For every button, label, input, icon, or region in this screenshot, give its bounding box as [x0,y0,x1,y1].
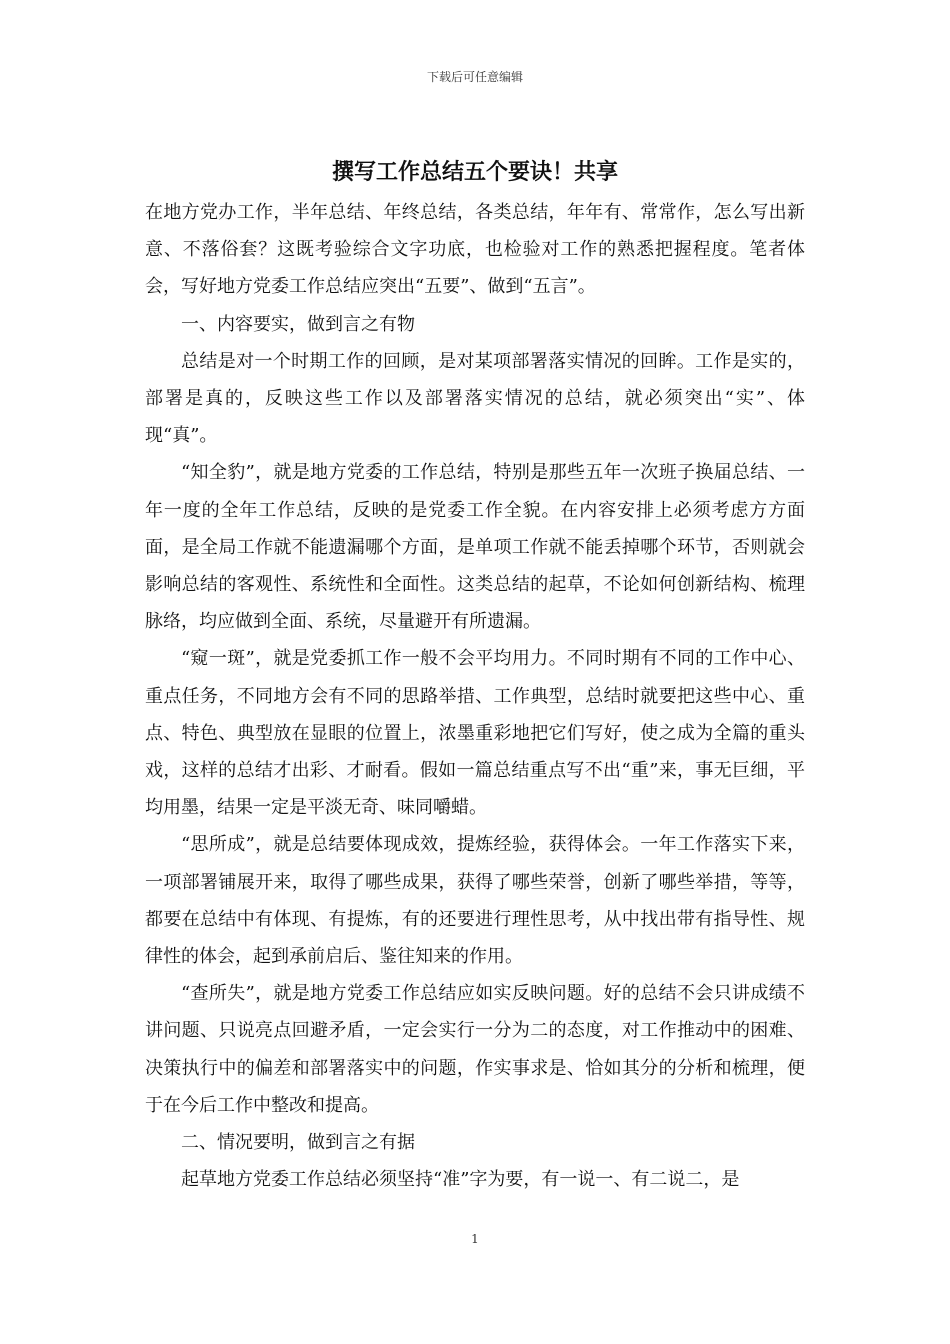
paragraph: 总结是对一个时期工作的回顾，是对某项部署落实情况的回眸。工作是实的，部署是真的，反映这些工作以及部署落实情况的总结，就必须突出“实”、体现“真”。 [145,350,805,447]
page-header: 下载后可任意编辑 [426,70,523,84]
paragraph: “查所失”，就是地方党委工作总结应如实反映问题。好的总结不会只讲成绩不讲问题、只说亮点回避矛盾，一定会实行一分为二的态度，对工作推动中的困难、决策执行中的偏差和部署落实中的问题，作实事求是、恰如其分的分析和梳理，便于在今后工作中整改和提高。 [145,983,805,1116]
paragraph-intro: 在地方党办工作，半年总结、年终总结，各类总结，年年有、常常作，怎么写出新意、不落俗套？这既考验综合文字功底，也检验对工作的熟悉把握程度。笔者体会，写好地方党委工作总结应突出“五要”、做到“五言”。 [145,202,805,298]
paragraph: 起草地方党委工作总结必须坚持“准”字为要，有一说一、有二说二，是 [181,1169,740,1191]
page-number: 1 [471,1232,479,1246]
section-heading-1: 一、内容要实，做到言之有物 [181,313,415,335]
paragraph: “窥一斑”，就是党委抓工作一般不会平均用力。不同时期有不同的工作中心、重点任务，不同地方会有不同的思路举措、工作典型，总结时就要把这些中心、重点、特色、典型放在显眼的位置上，浓墨重彩地把它们写好，使之成为全篇的重头戏，这样的总结才出彩、才耐看。假如一篇总结重点写不出“重”来，事无巨细，平均用墨，结果一定是平淡无奇、味同嚼蜡。 [145,648,805,819]
document-title: 撰写工作总结五个要诀！共享 [331,159,618,185]
paragraph: “思所成”，就是总结要体现成效，提炼经验，获得体会。一年工作落实下来，一项部署铺展开来，取得了哪些成果，获得了哪些荣誉，创新了哪些举措，等等，都要在总结中有体现、有提炼，有的还要进行理性思考，从中找出带有指导性、规律性的体会，起到承前启后、鉴往知来的作用。 [145,834,805,968]
section-heading-2: 二、情况要明，做到言之有据 [181,1132,415,1154]
paragraph: “知全豹”，就是地方党委的工作总结，特别是那些五年一次班子换届总结、一年一度的全年工作总结，反映的是党委工作全貌。在内容安排上必须考虑方方面面，是全局工作就不能遗漏哪个方面，是单项工作就不能丢掉哪个环节，否则就会影响总结的客观性、系统性和全面性。这类总结的起草，不论如何创新结构、梳理脉络，均应做到全面、系统，尽量避开有所遗漏。 [145,462,805,633]
document-body [145,194,805,1198]
